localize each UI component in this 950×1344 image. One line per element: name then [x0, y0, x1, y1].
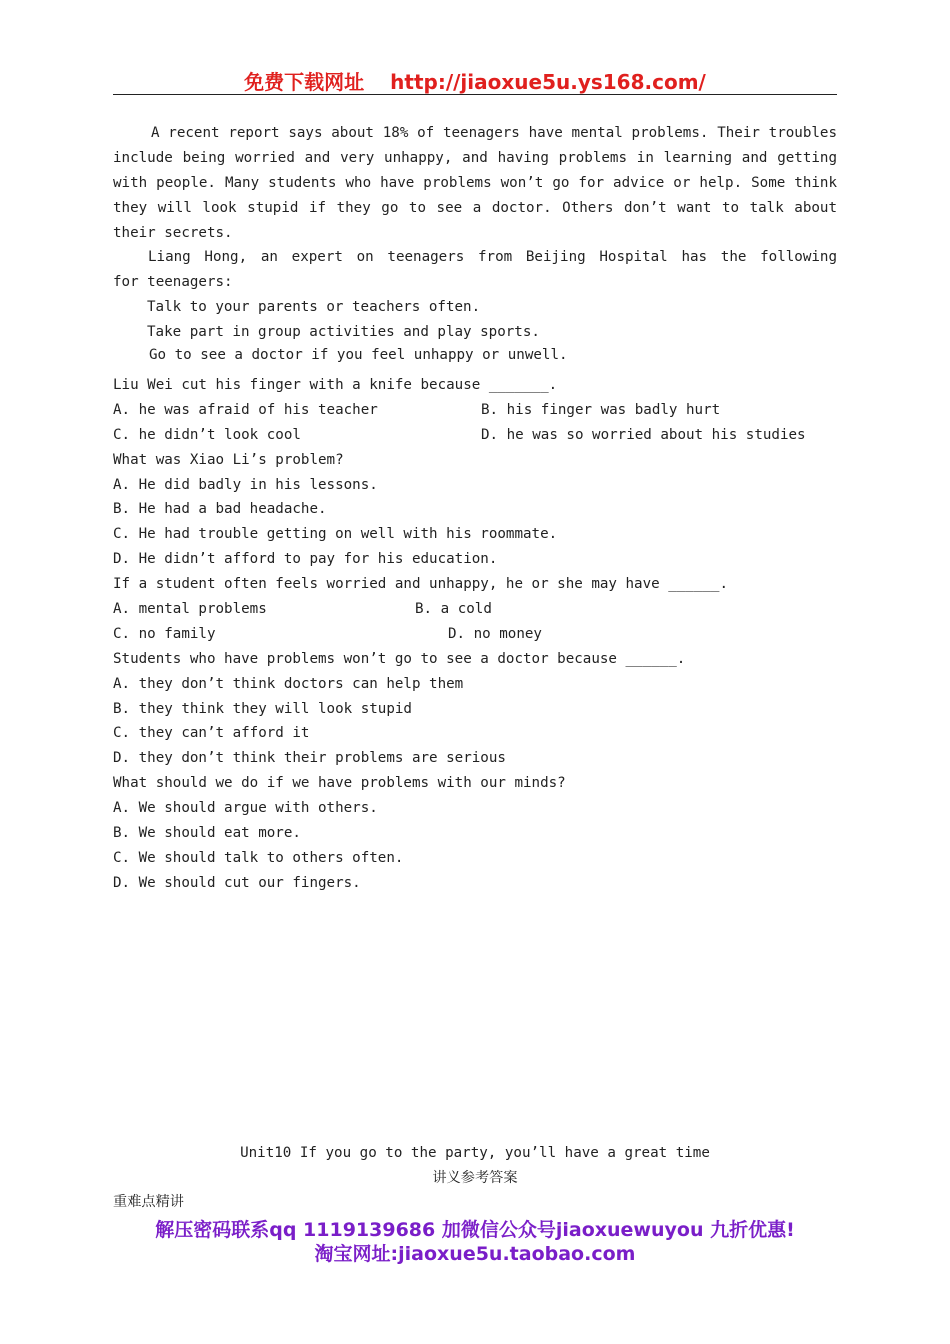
option-c: C. He had trouble getting on well with his roommate. [113, 526, 558, 543]
option-d: D. no money [448, 625, 542, 642]
question-stem: Liu Wei cut his finger with a knife because _______. [113, 377, 558, 394]
option-row [113, 423, 837, 448]
option-row [113, 398, 837, 423]
page-header [113, 66, 837, 95]
unit-title-block [113, 1141, 837, 1191]
passage-content [113, 121, 837, 896]
page-footer [113, 1218, 837, 1266]
question-stem: What should we do if we have problems with our minds? [113, 775, 566, 792]
passage-line: for teenagers: [113, 274, 233, 291]
passage-line: they will look stupid if they go to see a doctor. Others don’t want to talk about [113, 199, 837, 216]
option-d: D. We should cut our fingers. [113, 874, 361, 891]
passage-line: their secrets. [113, 224, 233, 241]
option-a: A. He did badly in his lessons. [113, 476, 378, 493]
footer-contact: 解压密码联系qq 1119139686 加微信公众号jiaoxuewuyou 九折优惠! [155, 1219, 795, 1241]
section-label: 重难点精讲 [113, 1194, 184, 1210]
question-stem: If a student often feels worried and unhappy, he or she may have ______. [113, 576, 728, 593]
question-stem: What was Xiao Li’s problem? [113, 451, 344, 468]
option-d: D. he was so worried about his studies [481, 426, 806, 443]
option-d: D. they don’t think their problems are serious [113, 750, 506, 767]
advice-item: Talk to your parents or teachers often. [147, 299, 481, 316]
option-c: C. they can’t afford it [113, 725, 310, 742]
advice-item: Take part in group activities and play sports. [147, 324, 540, 341]
advice-item: Go to see a doctor if you feel unhappy or unwell. [149, 347, 568, 364]
option-d: D. He didn’t afford to pay for his education. [113, 551, 498, 568]
option-b: B. his finger was badly hurt [481, 401, 721, 418]
answer-heading: 讲义参考答案 [432, 1169, 518, 1186]
option-b: B. a cold [415, 601, 492, 618]
header-label: 免费下载网址 [244, 70, 365, 94]
option-c: C. no family [113, 625, 216, 642]
option-row [113, 622, 837, 647]
option-b: B. they think they will look stupid [113, 700, 412, 717]
option-a: A. mental problems [113, 601, 267, 618]
question-stem: Students who have problems won’t go to see a doctor because ______. [113, 650, 686, 667]
header-url-link[interactable]: http://jiaoxue5u.ys168.com/ [390, 70, 706, 94]
option-c: C. We should talk to others often. [113, 849, 404, 866]
passage-line: include being worried and very unhappy, and having problems in learning and getting [113, 149, 837, 166]
option-a: A. he was afraid of his teacher [113, 401, 378, 418]
option-row [113, 597, 837, 622]
option-b: B. We should eat more. [113, 825, 301, 842]
option-c: C. he didn’t look cool [113, 426, 301, 443]
passage-line: with people. Many students who have problems won’t go for advice or help. Some think [113, 174, 837, 191]
option-a: A. We should argue with others. [113, 800, 378, 817]
passage-line: A recent report says about 18% of teenagers have mental problems. Their troubles [151, 125, 837, 141]
unit-title: Unit10 If you go to the party, you’ll have a great time [240, 1145, 710, 1161]
footer-shop-link[interactable]: 淘宝网址:jiaoxue5u.taobao.com [314, 1243, 636, 1265]
option-a: A. they don’t think doctors can help them [113, 675, 464, 692]
option-b: B. He had a bad headache. [113, 501, 327, 518]
passage-line: Liang Hong, an expert on teenagers from Beijing Hospital has the following [148, 249, 837, 266]
